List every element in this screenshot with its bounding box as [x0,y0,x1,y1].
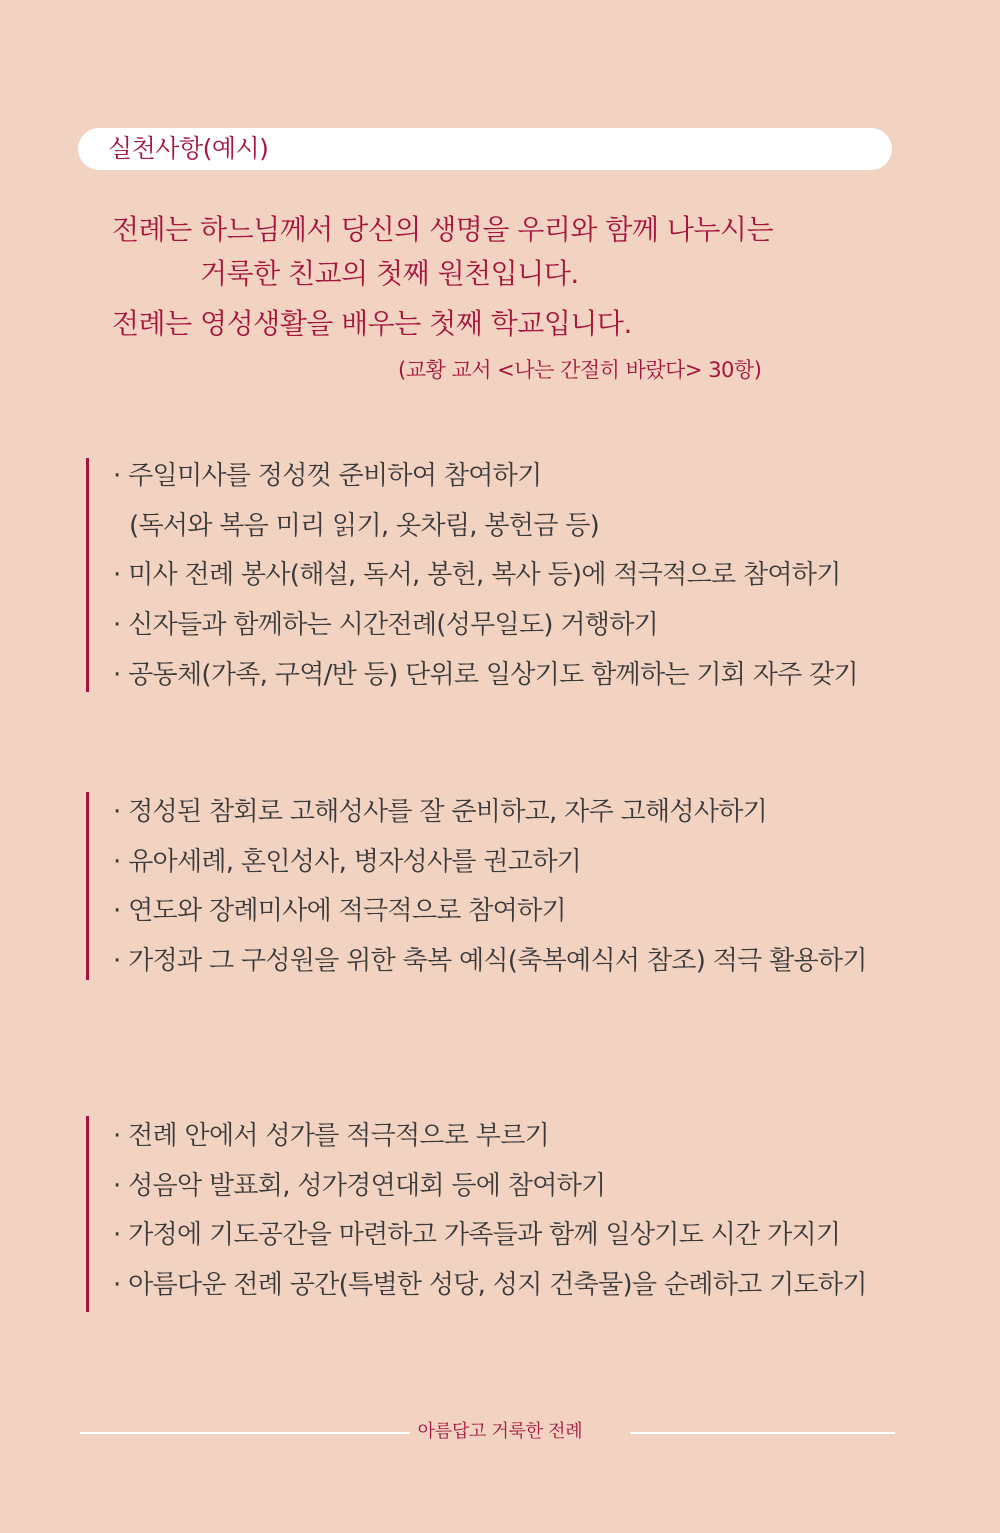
footer-title: 아름답고 거룩한 전례 [417,1421,583,1442]
practice-group-3 [86,1116,906,1312]
quote-line-2: 거룩한 친교의 첫째 원천입니다. [200,257,579,290]
practice-group-2 [86,792,906,980]
section-header [78,128,892,170]
list-item: · 연도와 장례미사에 적극적으로 참여하기 [113,896,566,926]
quote-line-1: 전례는 하느님께서 당신의 생명을 우리와 함께 나누시는 [112,213,774,246]
list-item: · 주일미사를 정성껏 준비하여 참여하기 [113,461,542,491]
practice-group-1 [86,458,906,692]
list-item: · 전례 안에서 성가를 적극적으로 부르기 [113,1121,550,1151]
quote-line-3: 전례는 영성생활을 배우는 첫째 학교입니다. [112,307,632,340]
list-item: · 가정과 그 구성원을 위한 축복 예식(축복예식서 참조) 적극 활용하기 [113,946,867,976]
list-item: · 미사 전례 봉사(해설, 독서, 봉헌, 복사 등)에 적극적으로 참여하기 [113,560,841,590]
list-item: · 성음악 발표회, 성가경연대회 등에 참여하기 [113,1171,606,1201]
list-item: · 공동체(가족, 구역/반 등) 단위로 일상기도 함께하는 기회 자주 갖기 [113,660,858,690]
list-item: · 유아세례, 혼인성사, 병자성사를 권고하기 [113,847,582,877]
section-title: 실천사항(예시) [108,134,269,163]
list-item: (독서와 복음 미리 읽기, 옷차림, 봉헌금 등) [129,511,600,541]
list-item: · 신자들과 함께하는 시간전례(성무일도) 거행하기 [113,610,659,640]
list-item: · 가정에 기도공간을 마련하고 가족들과 함께 일상기도 시간 가지기 [113,1220,841,1250]
list-item: · 아름다운 전례 공간(특별한 성당, 성지 건축물)을 순례하고 기도하기 [113,1270,867,1300]
list-item: · 정성된 참회로 고해성사를 잘 준비하고, 자주 고해성사하기 [113,797,768,827]
quote-source: (교황 교서 <나는 간절히 바랐다> 30항) [398,358,762,382]
